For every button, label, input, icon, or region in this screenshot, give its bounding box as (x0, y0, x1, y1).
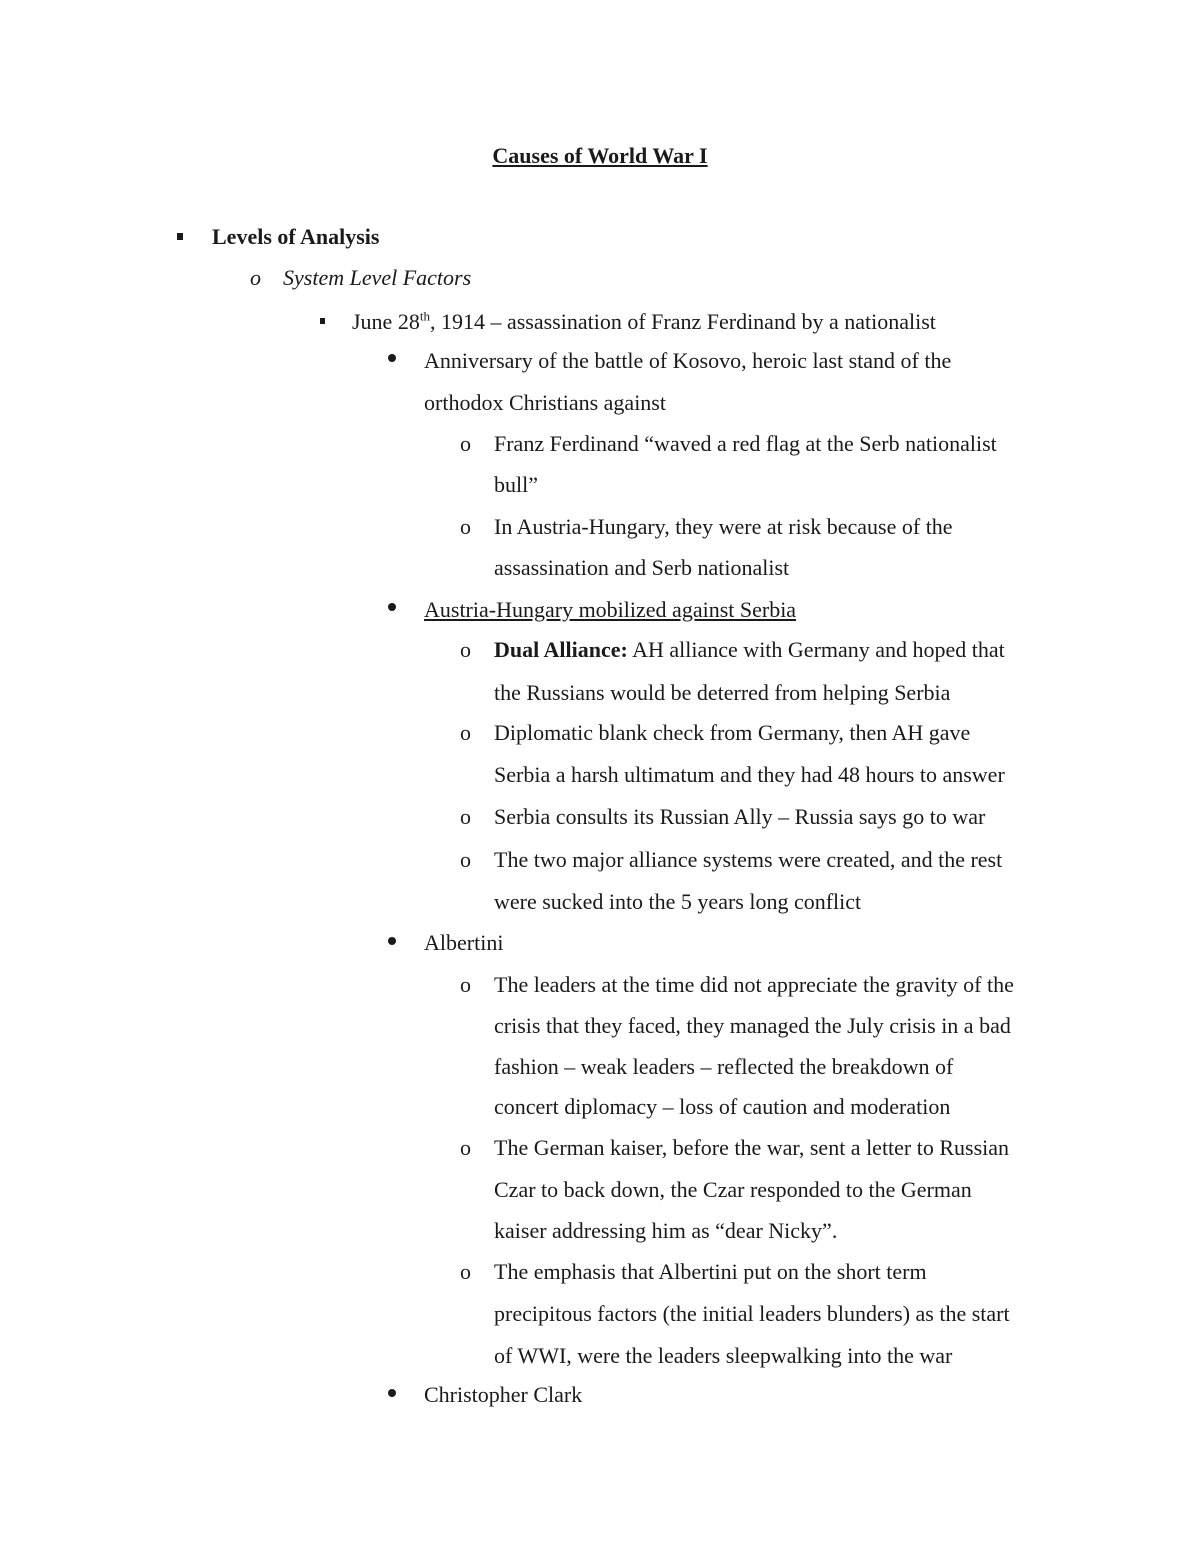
text-line: Anniversary of the battle of Kosovo, heroic last stand of the (424, 348, 952, 373)
text-line: the Russians would be deterred from helping Serbia (494, 680, 951, 705)
square-bullet-icon (320, 318, 325, 324)
text-line: kaiser addressing him as “dear Nicky”. (494, 1218, 838, 1243)
text-line: Czar to back down, the Czar responded to the German (494, 1177, 972, 1202)
text-line: crisis that they faced, they managed the July crisis in a bad (494, 1013, 1011, 1038)
heading-levels-of-analysis: Levels of Analysis (212, 224, 380, 249)
heading-albertini: Albertini (424, 930, 504, 955)
text-line: concert diplomacy – loss of caution and moderation (494, 1094, 951, 1119)
text-line: Serbia a harsh ultimatum and they had 48 hours to answer (494, 762, 1005, 787)
text-line: The German kaiser, before the war, sent a letter to Russian (494, 1135, 1010, 1160)
o-bullet-icon: o (460, 972, 471, 997)
text-line: were sucked into the 5 years long conflict (494, 889, 862, 914)
text-line: assassination and Serb nationalist (494, 555, 790, 580)
text-line: Diplomatic blank check from Germany, then AH gave (494, 720, 971, 745)
heading-austria-hungary-mobilized: Austria-Hungary mobilized against Serbia (424, 597, 797, 622)
square-bullet-icon (177, 233, 183, 240)
o-bullet-icon: o (460, 514, 471, 539)
text-line: Franz Ferdinand “waved a red flag at the Serb nationalist (494, 431, 997, 456)
round-bullet-icon (388, 937, 396, 945)
text-line: The emphasis that Albertini put on the short term (494, 1259, 927, 1284)
o-bullet-icon: o (460, 431, 471, 456)
o-bullet-icon: o (460, 847, 471, 872)
text-line: orthodox Christians against (424, 390, 666, 415)
text-line: The leaders at the time did not appreciate the gravity of the (494, 972, 1014, 997)
round-bullet-icon (388, 1389, 396, 1397)
round-bullet-icon (388, 354, 396, 362)
heading-christopher-clark: Christopher Clark (424, 1382, 583, 1407)
o-bullet-icon: o (460, 804, 471, 829)
o-bullet-icon: o (460, 1259, 471, 1284)
round-bullet-icon (388, 603, 396, 611)
text-line: In Austria-Hungary, they were at risk because of the (494, 514, 953, 539)
o-bullet-icon: o (460, 637, 471, 662)
document-title: Causes of World War I (492, 143, 708, 168)
item-june-28: June 28th, 1914 – assassination of Franz Ferdinand by a nationalist (352, 308, 936, 334)
text-line: fashion – weak leaders – reflected the breakdown of (494, 1054, 954, 1079)
text-line: of WWI, were the leaders sleepwalking into the war (494, 1343, 953, 1368)
o-bullet-icon: o (460, 1135, 471, 1160)
text-line: Dual Alliance: AH alliance with Germany and hoped that (494, 637, 1005, 662)
text-line: Serbia consults its Russian Ally – Russia says go to war (494, 804, 986, 829)
subheading-system-level: System Level Factors (283, 265, 472, 290)
o-bullet-icon: o (250, 265, 261, 290)
text-line: bull” (494, 472, 538, 497)
text-line: precipitous factors (the initial leaders blunders) as the start (494, 1301, 1010, 1326)
o-bullet-icon: o (460, 720, 471, 745)
text-line: The two major alliance systems were created, and the rest (494, 847, 1003, 872)
